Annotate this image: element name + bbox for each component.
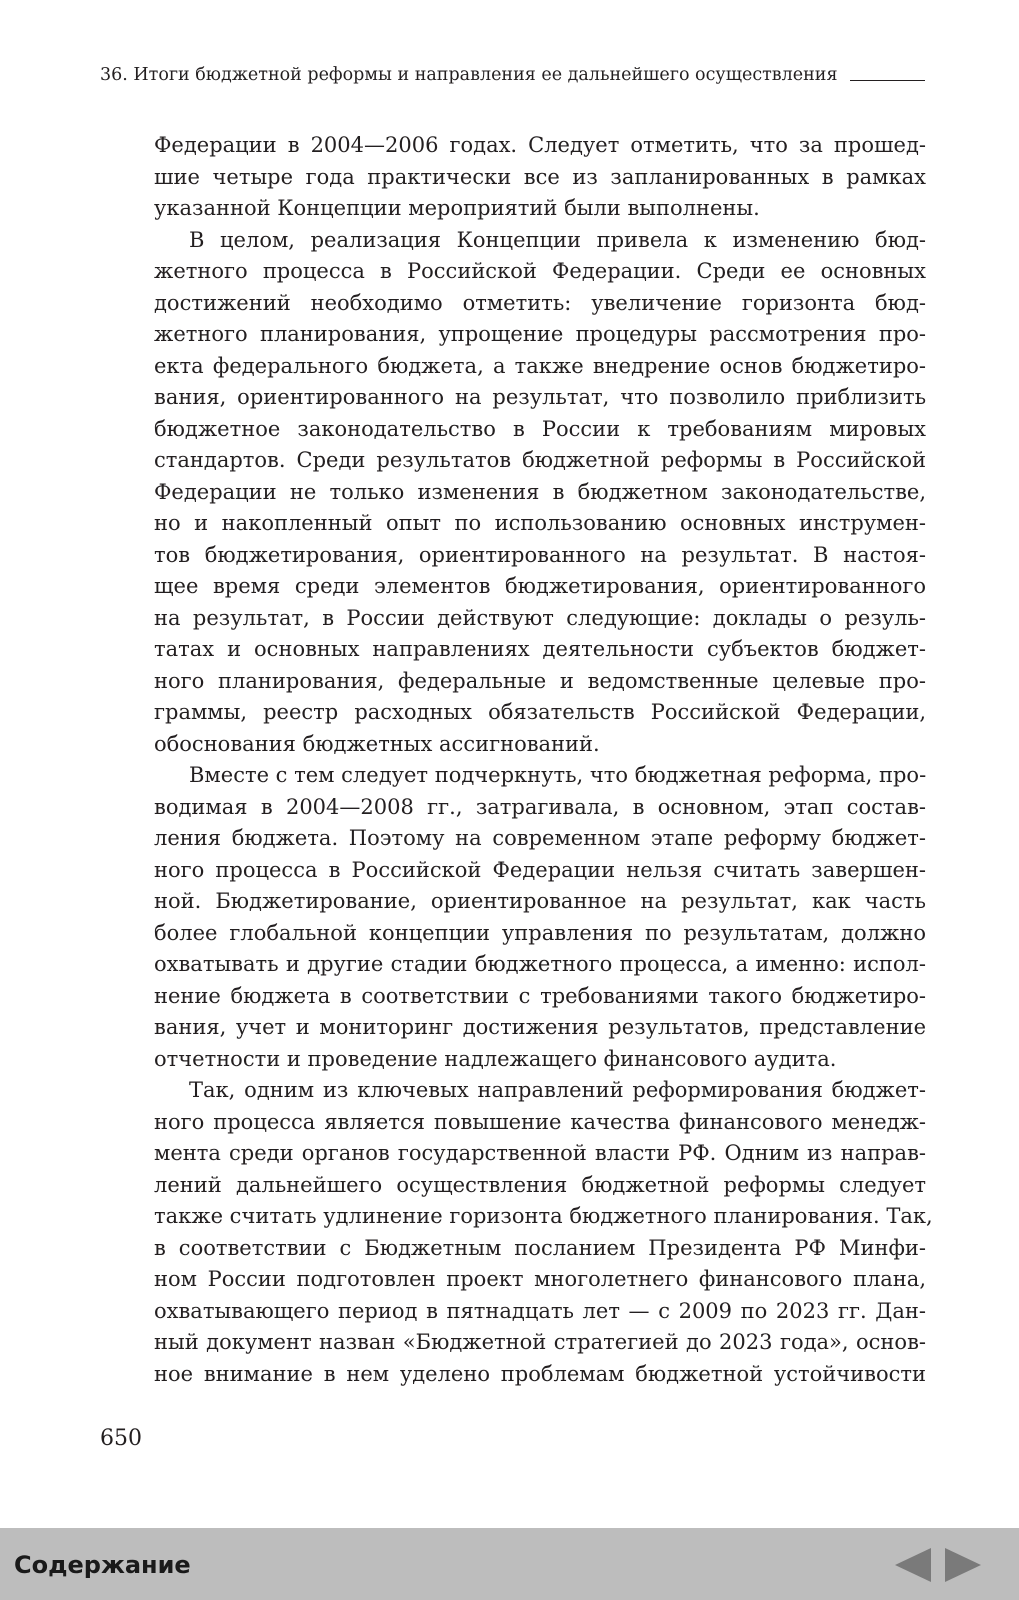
text-line: мента среди органов государственной власти РФ. Одним из направ- <box>154 1141 926 1165</box>
previous-page-button[interactable] <box>893 1546 933 1584</box>
text-line: но и накопленный опыт по использованию основных инструмен- <box>154 511 926 535</box>
text-line: ное внимание в нем уделено проблемам бюджетной устойчивости <box>154 1361 926 1386</box>
page-number: 650 <box>100 1426 142 1451</box>
text-line: тов бюджетирования, ориентированного на результат. В настоя- <box>154 542 926 567</box>
text-line: стандартов. Среди результатов бюджетной реформы в Российской <box>154 448 926 472</box>
text-line: татах и основных направлениях деятельности субъектов бюджет- <box>154 637 926 661</box>
text-line: ный документ назван «Бюджетной стратегией до 2023 года», основ- <box>154 1330 926 1354</box>
contents-link[interactable]: Содержание <box>14 1551 191 1579</box>
text-line: водимая в 2004—2008 гг., затрагивала, в основном, этап состав- <box>154 794 926 819</box>
text-line: ном России подготовлен проект многолетнего финансового плана, <box>154 1267 926 1291</box>
text-line: обоснования бюджетных ассигнований. <box>154 731 600 756</box>
text-line: вания, ориентированного на результат, что позволило приблизить <box>154 385 926 409</box>
text-line: ления бюджета. Поэтому на современном этапе реформу бюджет- <box>154 826 926 850</box>
arrow-left-icon <box>893 1546 933 1584</box>
text-line: также считать удлинение горизонта бюджетного планирования. Так, <box>154 1204 933 1228</box>
header-rule <box>850 80 925 81</box>
text-line: указанной Концепции мероприятий были выполнены. <box>154 196 760 220</box>
text-line: на результат, в России действуют следующие: доклады о резуль- <box>154 605 926 630</box>
text-line: Вместе с тем следует подчеркнуть, что бюджетная реформа, про- <box>189 763 927 787</box>
text-line: ного процесса является повышение качества финансового менедж- <box>154 1109 926 1134</box>
text-line: ной. Бюджетирование, ориентированное на результат, как часть <box>154 889 926 913</box>
text-line: охватывать и другие стадии бюджетного процесса, а именно: испол- <box>154 952 926 976</box>
text-line: отчетности и проведение надлежащего финансового аудита. <box>154 1046 837 1071</box>
text-line: Так, одним из ключевых направлений реформирования бюджет- <box>189 1078 926 1102</box>
text-line: ного планирования, федеральные и ведомственные целевые про- <box>154 668 926 693</box>
text-line: жетного планирования, упрощение процедуры рассмотрения про- <box>154 322 926 346</box>
text-line: граммы, реестр расходных обязательств Российской Федерации, <box>154 700 926 724</box>
text-line: более глобальной концепции управления по результатам, должно <box>154 920 926 945</box>
text-line: нение бюджета в соответствии с требованиями такого бюджетиро- <box>154 983 926 1008</box>
text-line: В целом, реализация Концепции привела к изменению бюд- <box>189 227 926 252</box>
text-line: Федерации не только изменения в бюджетном законодательстве, <box>154 479 926 504</box>
next-page-button[interactable] <box>943 1546 983 1584</box>
text-line: в соответствии с Бюджетным посланием Президента РФ Минфи- <box>154 1235 926 1260</box>
text-line: ного процесса в Российской Федерации нельзя считать завершен- <box>154 857 926 882</box>
text-line: лений дальнейшего осуществления бюджетной реформы следует <box>154 1172 926 1197</box>
text-line: екта федерального бюджета, а также внедрение основ бюджетиро- <box>154 353 926 378</box>
running-header: 36. Итоги бюджетной реформы и направления ее дальнейшего осуществления <box>100 65 838 85</box>
text-line: шие четыре года практически все из запланированных в рамках <box>154 164 926 189</box>
text-line: жетного процесса в Российской Федерации. Среди ее основных <box>154 259 926 283</box>
text-line: щее время среди элементов бюджетирования, ориентированного <box>154 574 926 598</box>
body-text <box>154 130 933 1390</box>
navigation-bar <box>0 1528 1019 1600</box>
text-line: охватывающего период в пятнадцать лет — с 2009 по 2023 гг. Дан- <box>154 1298 926 1323</box>
text-line: Федерации в 2004—2006 годах. Следует отметить, что за прошед- <box>154 133 926 157</box>
text-line: достижений необходимо отметить: увеличение горизонта бюд- <box>154 290 926 315</box>
arrow-right-icon <box>943 1546 983 1584</box>
text-line: бюджетное законодательство в России к требованиям мировых <box>154 416 926 441</box>
text-line: вания, учет и мониторинг достижения результатов, представление <box>154 1015 926 1039</box>
